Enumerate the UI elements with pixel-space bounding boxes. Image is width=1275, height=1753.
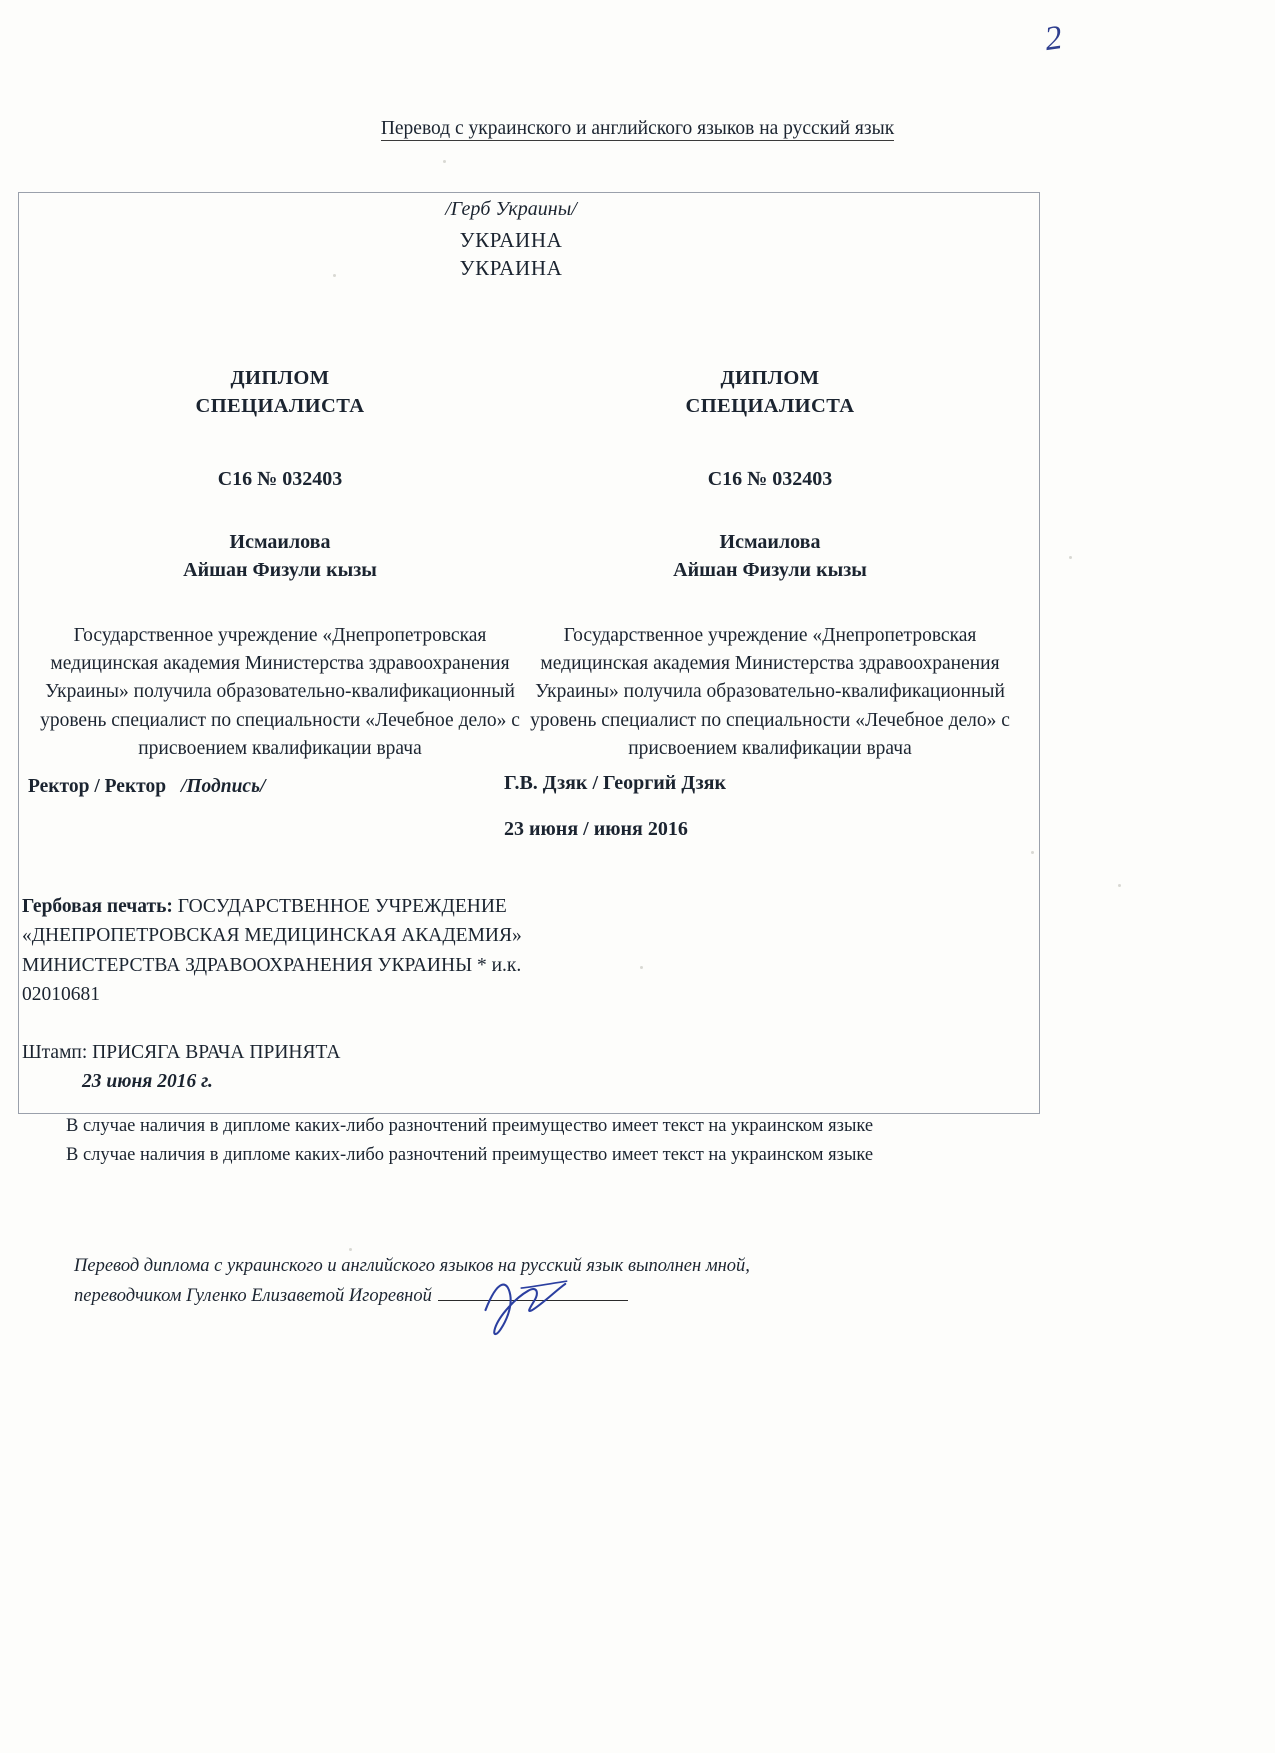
diploma-number-right: С16 № 032403 <box>707 468 833 491</box>
translator-line-1: Перевод диплома с украинского и английского языков на русский язык выполнен мной, <box>74 1256 750 1276</box>
stamp-label: Штамп: <box>22 1042 88 1063</box>
scan-speck <box>443 160 446 163</box>
translation-header-note <box>0 118 1275 140</box>
country-line-1: УКРАИНА <box>459 228 563 252</box>
footnote-2: В случае наличия в дипломе каких-либо разночтений преимущество имеет текст на украинском языке <box>66 1144 874 1165</box>
rector-label: Ректор / Ректор <box>28 776 167 797</box>
issue-date: 23 июня / июня 2016 <box>504 818 688 840</box>
seal-block <box>22 892 542 1009</box>
diploma-column-left <box>40 365 520 763</box>
rector-signature-note: /Подпись/ <box>180 776 266 797</box>
scan-speck <box>1069 556 1072 559</box>
footnote-1: В случае наличия в дипломе каких-либо разночтений преимущество имеет текст на украинском языке <box>66 1116 874 1136</box>
diploma-title-left <box>40 365 520 420</box>
translator-line-2: переводчиком Гуленко Елизаветой Игоревной <box>74 1285 432 1306</box>
diploma-title-right <box>520 365 1020 420</box>
seal-label: Гербовая печать: <box>22 896 173 917</box>
holder-right <box>520 528 1020 584</box>
country-line-2: УКРАИНА <box>459 256 563 280</box>
stamp-date: 23 июня 2016 г. <box>82 1071 213 1093</box>
holder-name-right: Айшан Физули кызы <box>673 558 867 581</box>
stamp-text: ПРИСЯГА ВРАЧА ПРИНЯТА <box>92 1042 341 1063</box>
holder-surname-left: Исмаилова <box>229 530 331 553</box>
diploma-column-right <box>520 365 1020 763</box>
diploma-title-right-line2: СПЕЦИАЛИСТА <box>685 394 855 417</box>
seal-text: ГОСУДАРСТВЕННОЕ УЧРЕЖДЕНИЕ «ДНЕПРОПЕТРОВСКАЯ МЕДИЦИНСКАЯ АКАДЕМИЯ» МИНИСТЕРСТВА ЗДРАВООХРАНЕНИЯ УКРАИНЫ * и.к. 02010681 <box>22 896 522 1005</box>
diploma-body-right: Государственное учреждение «Днепропетровская медицинская академия Министерства здравоохранения Украины» получила образовательно-квалификационный уровень специалист по специальности «Лечебное дело» с присвоением квалификации врача <box>530 624 1010 759</box>
emblem-caption: /Герб Украины/ <box>445 198 577 220</box>
diploma-title-right-line1: ДИПЛОМ <box>720 367 820 389</box>
translator-signature-line <box>438 1285 628 1301</box>
diploma-title-left-line1: ДИПЛОМ <box>230 367 330 389</box>
stamp-block <box>22 1038 582 1097</box>
holder-name-left: Айшан Физули кызы <box>183 558 377 581</box>
translation-header-note-text: Перевод с украинского и английского языков на русский язык <box>380 118 895 139</box>
diploma-body-left: Государственное учреждение «Днепропетровская медицинская академия Министерства здравоохранения Украины» получила образовательно-квалификационный уровень специалист по специальности «Лечебное дело» с присвоением квалификации врача <box>40 624 520 759</box>
footnotes <box>66 1112 1206 1169</box>
diploma-title-left-line2: СПЕЦИАЛИСТА <box>195 394 365 417</box>
translator-certification <box>74 1252 1024 1312</box>
scan-speck <box>1118 884 1121 887</box>
rector-line <box>28 776 265 798</box>
holder-surname-right: Исмаилова <box>719 530 821 553</box>
page-number: 2 <box>1042 19 1065 59</box>
translator-line-2-wrap <box>74 1282 1024 1312</box>
scan-speck <box>349 1248 352 1251</box>
diploma-number-left: С16 № 032403 <box>217 468 343 491</box>
holder-left <box>40 528 520 584</box>
rector-name: Г.В. Дзяк / Георгий Дзяк <box>504 772 726 794</box>
